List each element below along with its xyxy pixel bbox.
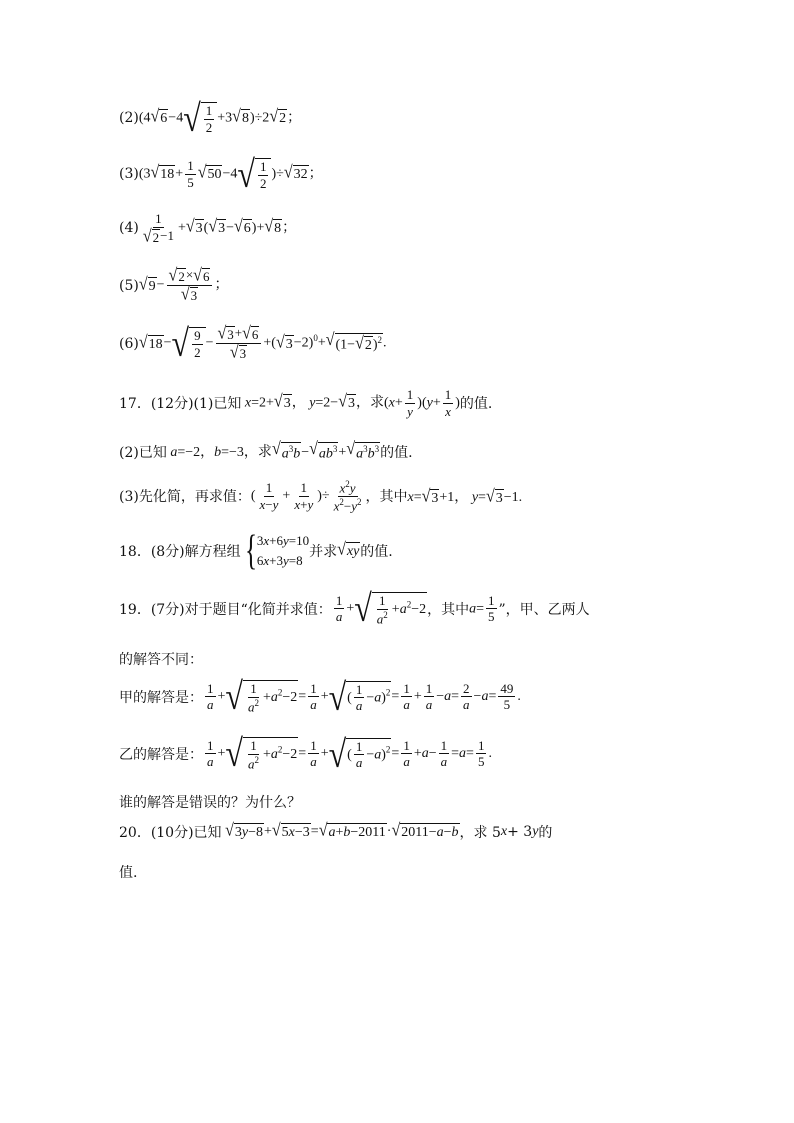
math-expression: 1 √ 2 −1 + √ 3 ( √ 3 − √ 6 )+ √ 8 ； — [142, 211, 297, 246]
question-label: 19．(7分)对于题目“化简并求值： — [119, 601, 332, 618]
question-tail: ”，甲、乙两人 — [498, 601, 590, 618]
question-label: (2)已知 — [119, 445, 167, 462]
question-tail: 的值. — [380, 445, 413, 462]
item-label: (5) — [119, 277, 139, 294]
math-expression: (3 √ 18 + $\frac{1}{5}$ √ 50 −4 √ $\frac{1}{2}$ )÷ √ 32 ； — [138, 152, 323, 196]
problem-20: 20．(10分)已知 √ 3y−8 + √ 5x−3 = √ a+b−2011 · √ 2011−a−b ，求 5 x + 3 y 的 — [119, 821, 553, 841]
problem-16-4 — [119, 212, 296, 245]
answer-label: 乙的解答是： — [119, 746, 203, 763]
text-line: 的解答不同： — [119, 652, 203, 668]
math-expression: $\frac{1}{a}$ + √ $\frac{1}{a^2}$ $+a^2-2$ = $\frac{1}{a}$ + √ ( $\frac{1}{a}$ −a)$^2$ = $\frac{1}{a}$ +a− $\frac{1}{a}$ =a= $\frac{1}{5}$ . — [207, 731, 492, 776]
question-label: 20．(10分)已知 — [119, 825, 222, 841]
question-end: 的值. — [360, 544, 393, 560]
answer-label: 甲的解答是： — [119, 689, 203, 706]
question-tail: + 3 — [507, 824, 533, 840]
question-mid: ，其中 — [427, 601, 470, 618]
math-expression: (4 √ 6 −4 √ $\frac{1}{2}$ +3 √ 8 )÷2 √ 2 ； — [138, 96, 302, 140]
question-label: (3)先化简，再求值： — [119, 489, 251, 506]
problem-16-5 — [119, 268, 228, 303]
math-expression: $\frac{1}{a}$ + √ $\frac{1}{a^2}$ $+a^2-2$ = $\frac{1}{a}$ + √ ( $\frac{1}{a}$ −a)$^2$ = $\frac{1}{a}$ + $\frac{1}{a}$ −a= $\frac{2}{a}$ −a= $\frac{49}{5}$ . — [207, 674, 521, 719]
answer-jia — [119, 674, 521, 719]
text-line: 值. — [119, 865, 138, 881]
question-label: 18．(8分)解方程组 — [119, 544, 241, 560]
math-expression: $\frac{1}{a}$ + √ $\frac{1}{a^2}$ $+a^2-2$ — [335, 586, 427, 630]
math-expression: a=−2，b=−3，求 √ $a^3b$ − √ $ab^3$ + √ $a^3b^3$ — [170, 440, 380, 463]
item-label: (4) — [119, 220, 139, 237]
math-expression: √ xy — [337, 540, 360, 559]
brace-symbol: { — [244, 528, 257, 574]
answer-yi — [119, 731, 492, 776]
item-label: (2) — [119, 110, 139, 127]
problem-17-2 — [119, 441, 413, 463]
problem-18 — [119, 530, 393, 572]
item-label: (6) — [119, 335, 139, 352]
problem-19-line2 — [119, 649, 203, 669]
question-tail: ，求 5 — [459, 825, 501, 841]
math-expression: √ 9 − √ 2 × √ 6 √ 3 ； — [138, 266, 229, 304]
math-expression: x=2+ √ 3 ， y=2− √ 3 ，求(x+ $\frac{1}{y}$ )(y+ $\frac{1}{x}$ ) — [244, 387, 460, 419]
equation-system: 3x+6y=10 6x+3y=8 — [256, 533, 310, 568]
problem-19 — [119, 586, 590, 630]
math-condition: a= $\frac{1}{5}$ — [469, 592, 495, 625]
math-expression: √ 3y−8 + √ 5x−3 = √ a+b−2011 · √ 2011−a−b — [225, 821, 459, 840]
question-tail: 的 — [538, 825, 553, 841]
problem-16-6 — [119, 321, 387, 365]
math-expression: ( $\frac{1}{x-y}$ + $\frac{1}{x+y}$ )÷ $\frac{x^2y}{x^2-y^2}$ — [250, 479, 362, 514]
problem-16-2 — [119, 96, 302, 140]
math-condition: x= √ 3 +1， y= √ 3 −1. — [407, 486, 523, 506]
problem-17-1 — [119, 388, 492, 418]
question-mid: ，其中 — [365, 489, 408, 506]
text-line: 谁的解答是错误的？为什么？ — [119, 795, 301, 811]
problem-16-3 — [119, 152, 323, 196]
question-label: 17．(12分)(1)已知 — [119, 396, 242, 413]
math-expression: √ 18 − √ $\frac{9}{2}$ − √ 3 + √ 6 √ 3 +( √ 3 −2)$^0$+ √ (1− √ 2 )$^2$ . — [138, 321, 387, 365]
problem-17-3 — [119, 480, 522, 513]
question-tail: 的值. — [459, 396, 493, 413]
item-label: (3) — [119, 166, 139, 183]
problem-19-question — [119, 792, 301, 812]
problem-20-line2 — [119, 862, 137, 882]
question-tail: 并求 — [309, 544, 338, 560]
